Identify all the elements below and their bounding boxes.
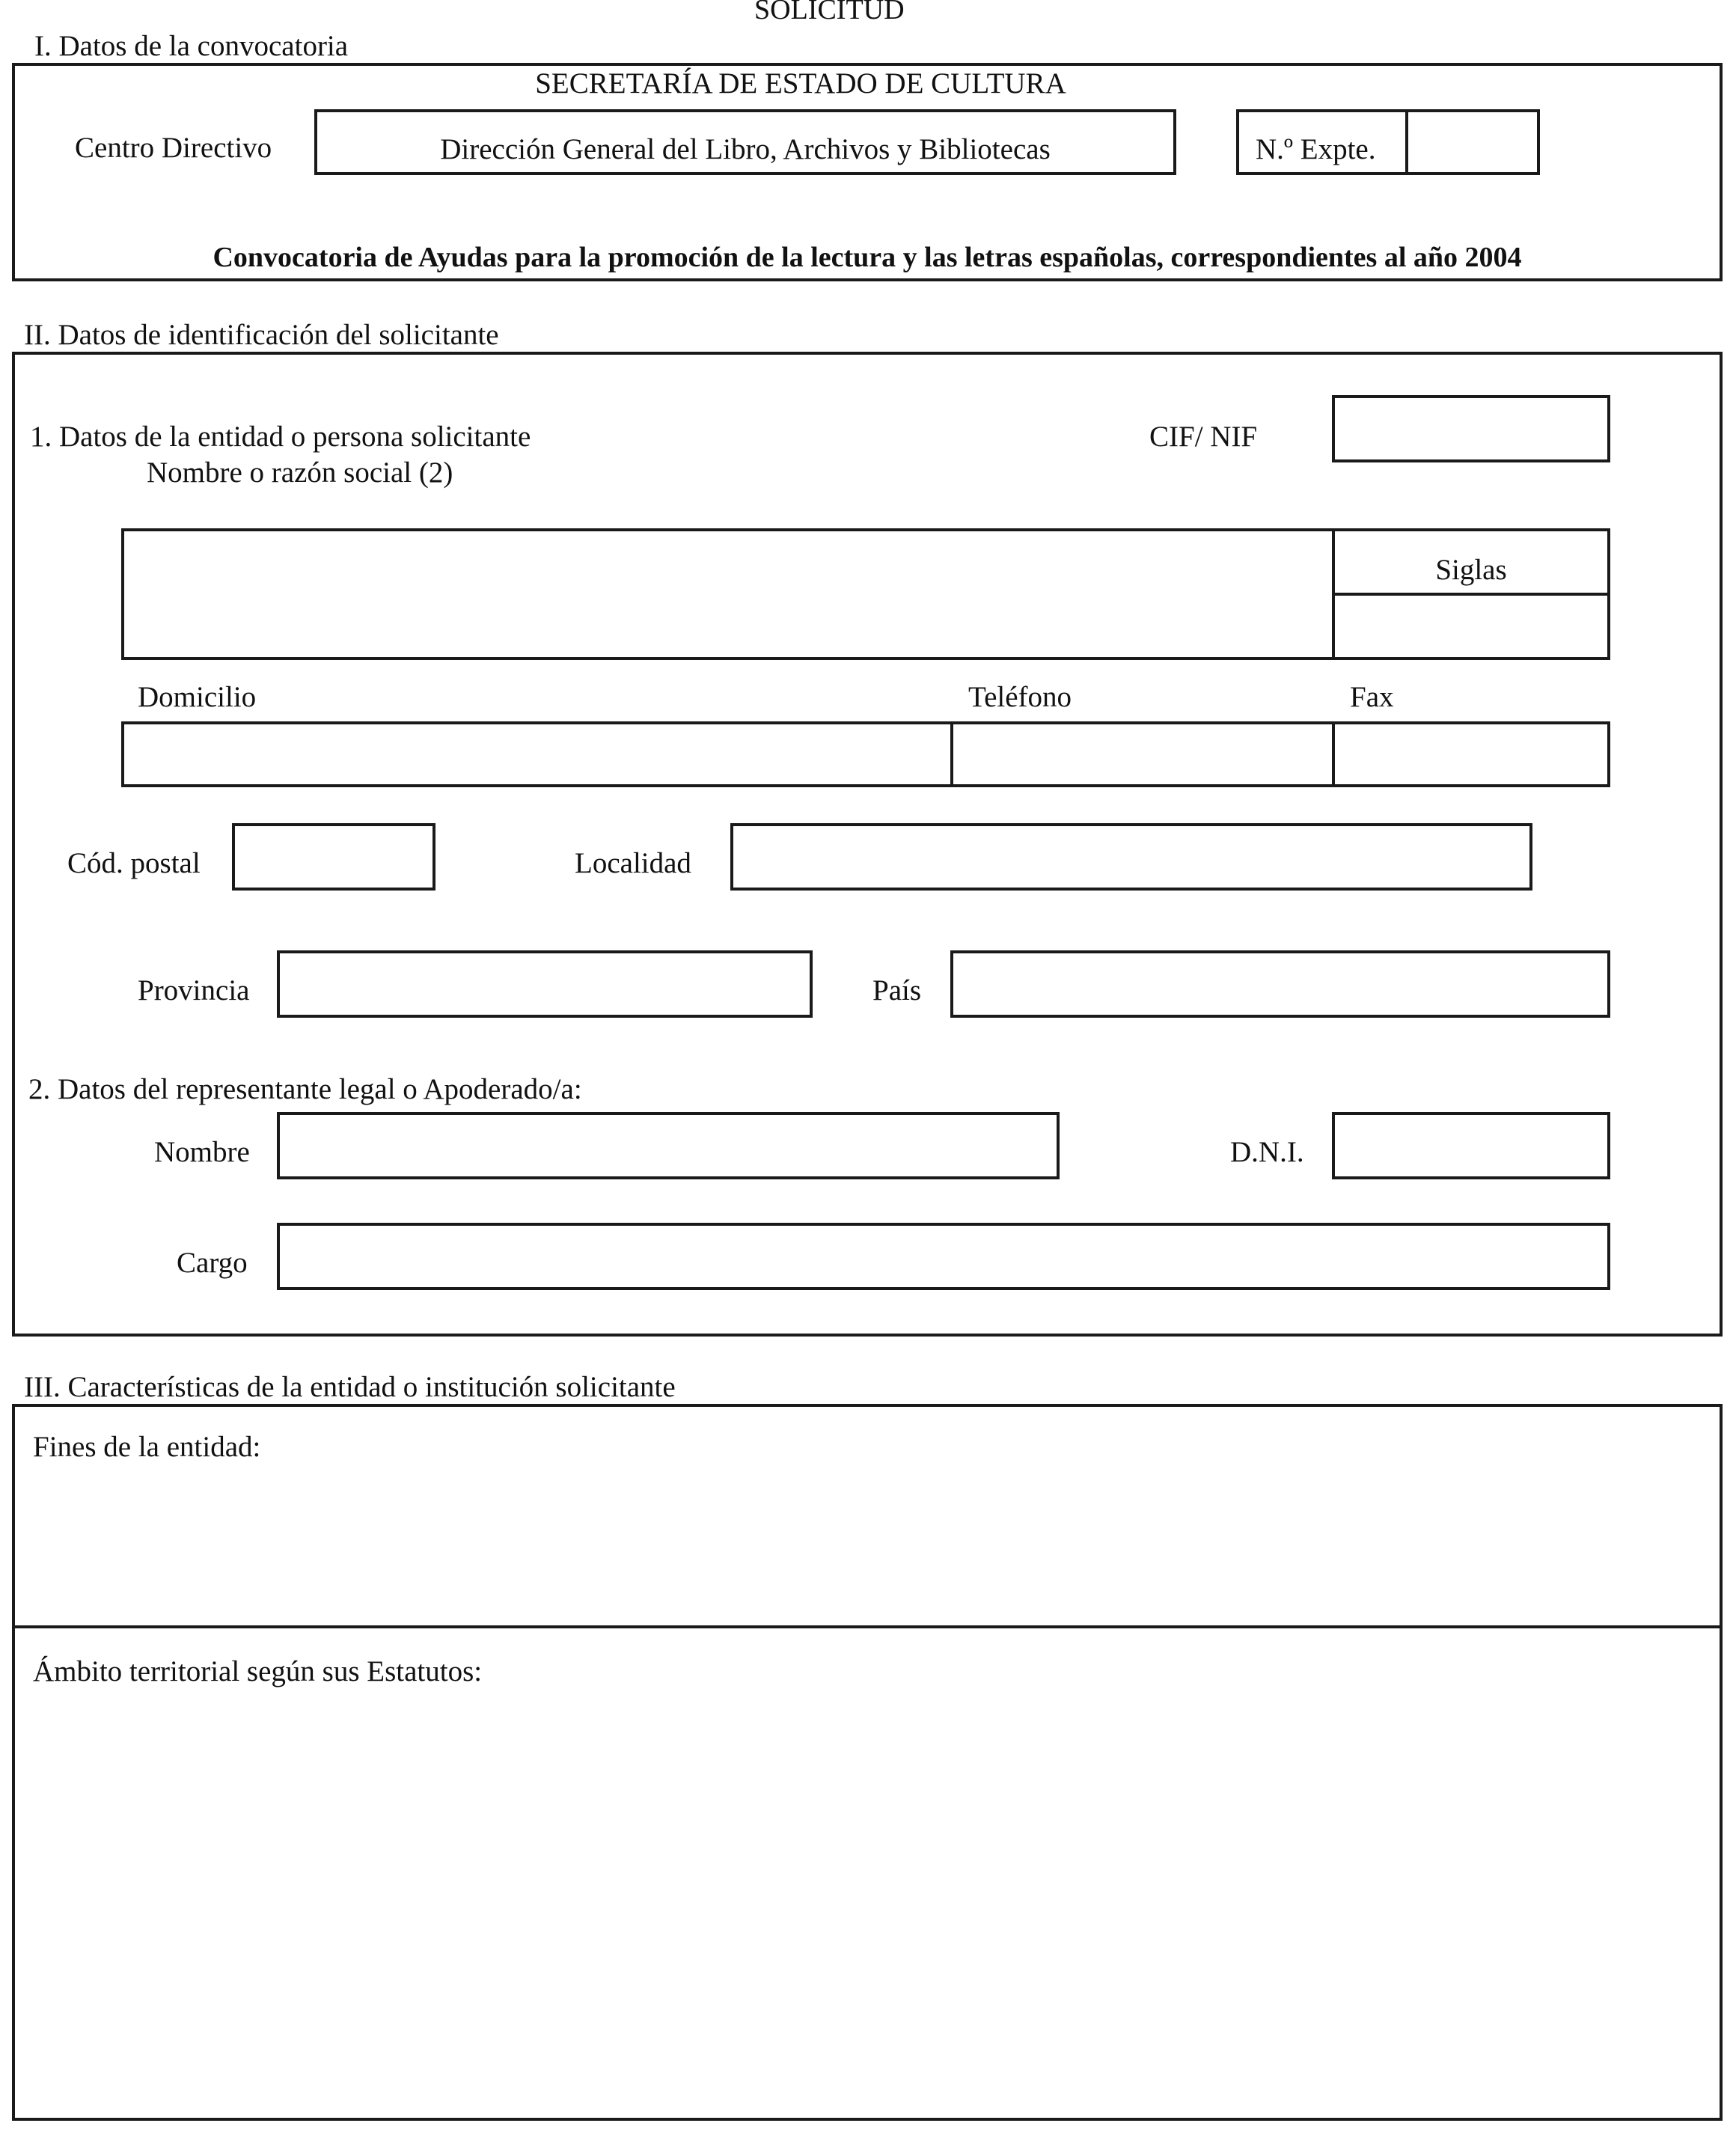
nombre-label: Nombre (154, 1136, 250, 1168)
centro-directivo-value: Dirección General del Libro, Archivos y Bibliotecas (440, 133, 1051, 165)
localidad-field[interactable] (730, 823, 1532, 891)
section-2-heading: II. Datos de identificación del solicitante (24, 319, 499, 351)
siglas-header (1332, 528, 1610, 596)
dni-label: D.N.I. (1230, 1136, 1304, 1168)
name-label: Nombre o razón social (2) (147, 456, 453, 489)
codigo-postal-field[interactable] (232, 823, 435, 891)
form-title: SOLICITUD (754, 0, 905, 25)
cargo-label: Cargo (177, 1247, 248, 1279)
pais-field[interactable] (950, 950, 1610, 1018)
cargo-field[interactable] (277, 1223, 1610, 1290)
fax-label: Fax (1350, 681, 1394, 713)
siglas-field[interactable] (1332, 593, 1610, 660)
cif-nif-label: CIF/ NIF (1149, 421, 1258, 453)
fines-field[interactable] (12, 1404, 1723, 1628)
localidad-label: Localidad (575, 847, 691, 879)
nombre-field[interactable] (277, 1112, 1060, 1179)
telefono-label: Teléfono (968, 681, 1072, 713)
fax-field[interactable] (1332, 721, 1610, 787)
provincia-field[interactable] (277, 950, 813, 1018)
dni-field[interactable] (1332, 1112, 1610, 1179)
ministry-title: SECRETARÍA DE ESTADO DE CULTURA (535, 67, 1066, 100)
provincia-label: Provincia (138, 974, 250, 1007)
name-field[interactable] (121, 528, 1335, 660)
fines-label: Fines de la entidad: (33, 1431, 261, 1463)
centro-directivo-label: Centro Directivo (75, 132, 272, 164)
siglas-label: Siglas (1435, 554, 1507, 586)
section-3-heading: III. Características de la entidad o institución solicitante (24, 1371, 676, 1403)
domicilio-field[interactable] (121, 721, 953, 787)
subsection-1-heading: 1. Datos de la entidad o persona solicitante (30, 421, 531, 453)
codigo-postal-label: Cód. postal (67, 847, 201, 879)
pais-label: País (872, 974, 922, 1007)
ambito-field[interactable] (12, 1625, 1723, 2121)
expte-label: N.º Expte. (1256, 133, 1376, 165)
cif-nif-field[interactable] (1332, 395, 1610, 462)
telefono-field[interactable] (950, 721, 1335, 787)
expte-field[interactable] (1408, 112, 1537, 172)
convocatoria-title: Convocatoria de Ayudas para la promoción de la lectura y las letras españolas, correspondientes al año 2004 (213, 242, 1522, 273)
subsection-2-heading: 2. Datos del representante legal o Apoderado/a: (28, 1073, 582, 1105)
expte-box (1236, 109, 1540, 175)
convocatoria-box (12, 221, 1723, 281)
centro-directivo-field[interactable] (314, 109, 1176, 175)
section-1-heading: I. Datos de la convocatoria (34, 30, 349, 62)
ambito-label: Ámbito territorial según sus Estatutos: (33, 1655, 483, 1687)
domicilio-label: Domicilio (138, 681, 257, 713)
